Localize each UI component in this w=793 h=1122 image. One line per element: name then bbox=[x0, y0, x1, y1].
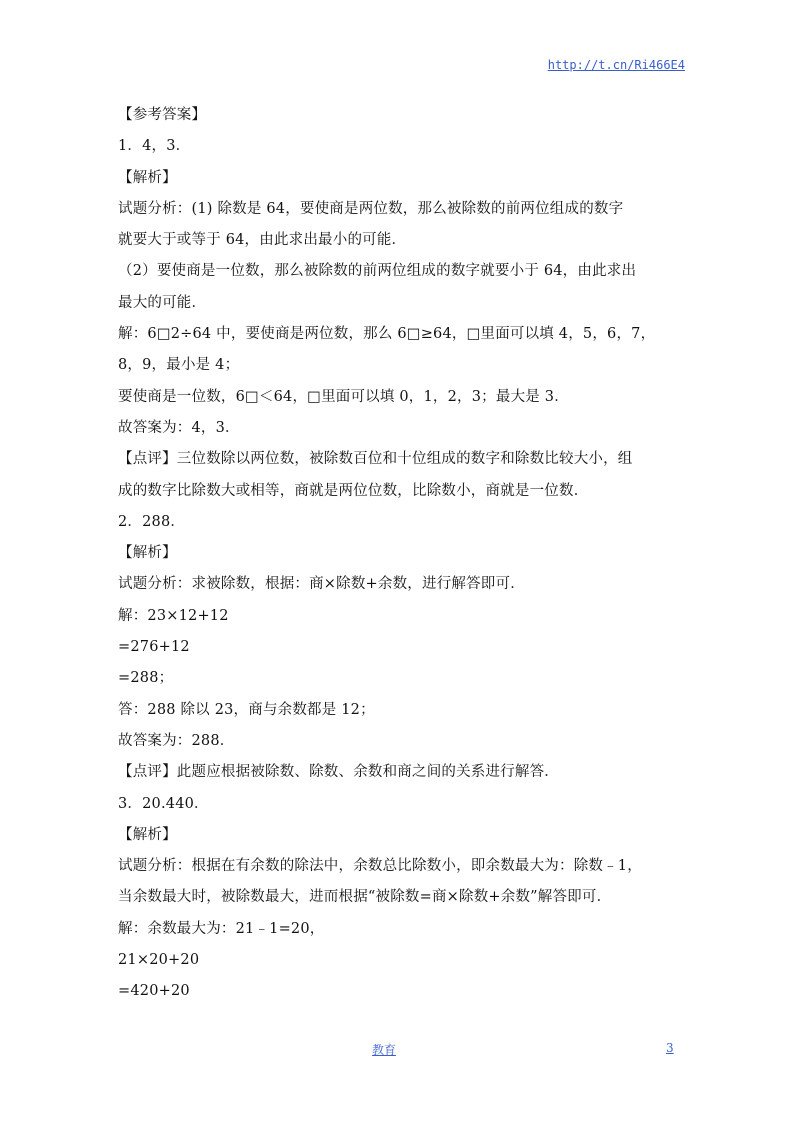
header-link[interactable]: http://t.cn/Ri466E4 bbox=[547, 58, 685, 72]
text-line: 解：6□2÷64 中，要使商是两位数，那么 6□≥64，□里面可以填 4，5，6，7， bbox=[118, 326, 656, 343]
text-line: 最大的可能． bbox=[118, 294, 207, 311]
text-line: 试题分析：根据在有余数的除法中，余数总比除数小，即余数最大为：除数﹣1， bbox=[118, 858, 642, 875]
answer-3: 3．20.440． bbox=[118, 795, 209, 812]
text-line: 21×20+20 bbox=[118, 952, 200, 969]
text-line: =420+20 bbox=[118, 983, 190, 1000]
text-line: 试题分析：(1) 除数是 64，要使商是两位数，那么被除数的前两位组成的数字 bbox=[118, 200, 624, 217]
comment-line: 【点评】三位数除以两位数，被除数百位和十位组成的数字和除数比较大小，组 bbox=[118, 451, 633, 468]
document-body bbox=[118, 100, 680, 1008]
analysis-heading-2: 【解析】 bbox=[118, 545, 177, 562]
text-line: 就要大于或等于 64，由此求出最小的可能． bbox=[118, 232, 407, 249]
text-line: =276+12 bbox=[118, 639, 190, 656]
text-line: 试题分析：求被除数，根据：商×除数+余数，进行解答即可． bbox=[118, 576, 525, 593]
text-line: 解：余数最大为：21﹣1=20， bbox=[118, 920, 325, 937]
answer-2: 2．288． bbox=[118, 513, 186, 530]
text-line: 要使商是一位数，6□＜64，□里面可以填 0，1，2，3；最大是 3． bbox=[118, 388, 569, 405]
text-line: 8，9，最小是 4； bbox=[118, 357, 240, 374]
text-line: 故答案为：288． bbox=[118, 732, 235, 749]
text-line: 解：23×12+12 bbox=[118, 607, 229, 624]
text-line: 答：288 除以 23，商与余数都是 12； bbox=[118, 701, 375, 718]
comment-line: 成的数字比除数大或相等，商就是两位位数，比除数小，商就是一位数． bbox=[118, 482, 589, 499]
comment-line: 【点评】此题应根据被除数、除数、余数和商之间的关系进行解答． bbox=[118, 764, 559, 781]
text-line: 故答案为：4，3． bbox=[118, 419, 240, 436]
page-number[interactable]: 3 bbox=[666, 1041, 674, 1055]
footer-link[interactable]: 教育 bbox=[372, 1043, 397, 1057]
text-line: =288； bbox=[118, 670, 174, 687]
analysis-heading-3: 【解析】 bbox=[118, 826, 177, 843]
text-line: 当余数最大时，被除数最大，进而根据“被除数=商×除数+余数”解答即可． bbox=[118, 889, 612, 906]
answer-heading: 【参考答案】 bbox=[118, 107, 207, 123]
analysis-heading-1: 【解析】 bbox=[118, 169, 177, 186]
text-line: （2）要使商是一位数，那么被除数的前两位组成的数字就要小于 64，由此求出 bbox=[118, 263, 637, 280]
answer-1: 1．4，3． bbox=[118, 138, 191, 155]
